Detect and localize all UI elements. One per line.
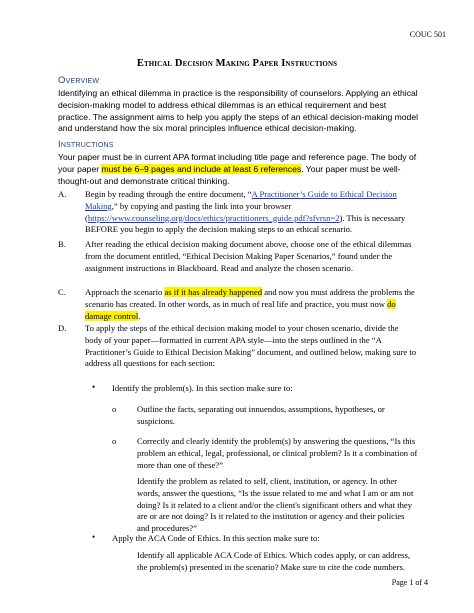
page-length-highlight: must be 6–9 pages and include at least 6 references [101, 163, 302, 174]
item-a-text [85, 189, 417, 236]
practitioners-guide-link[interactable]: A Practitioner’s Guide to Ethical Decision Making [85, 189, 397, 211]
item-c-text-start: Approach the scenario [85, 287, 165, 297]
item-d-text: To apply the steps of the ethical decision making model to your chosen scenario, divide the body of your paper—formatted in current APA style—into the steps outlined in the “A Practitioner’s Guide to Ethical Decision Making” document, and outlined below, making sure to address all questions for each section: [85, 323, 417, 369]
aca-code-lead: Apply the ACA Code of Ethics. In this section make sure to: [112, 533, 320, 543]
bullet-icon: • [92, 532, 96, 542]
document-title-text: Ethical Decision Making Paper Instructions [136, 58, 338, 69]
item-b-text: After reading the ethical decision making document above, choose one of the ethical dilemmas from the document entitled, “Ethical Decision Making Paper Scenarios,” found under the assignment instructions in Blackboard. Read and analyze the chosen scenario. [85, 239, 412, 273]
overview-text: Identifying an ethical dilemma in practice is the responsibility of counselors. Applying an ethical decision-making model to address ethical dilemmas is an ethical requirement and best practice. The assignment aims to help you apply the steps of an ethical decision-making model and understand how the six moral principles influence ethical decision-making. [58, 88, 419, 134]
course-code: COUC 501 [409, 30, 446, 39]
item-a-marker: A. [58, 189, 67, 199]
identify-sub-facts: Outline the facts, separating out innuendos, assumptions, hypotheses, or suspicions. [137, 404, 385, 426]
page-number: Page 1 of 4 [391, 578, 428, 587]
already-happened-highlight: as if it has already happened [164, 287, 263, 297]
item-c-marker: C. [58, 287, 66, 297]
aca-code-detail: Identify all applicable ACA Code of Ethics. Which codes apply, or can address, the problem(s) presented in the scenario? Make sure to cite the code numbers. [137, 550, 411, 572]
damage-control-highlight: do damage control [85, 298, 396, 321]
item-d-marker: D. [58, 323, 67, 333]
overview-heading: Overview [58, 75, 100, 86]
instructions-intro-start: Your paper must be in current APA format including title page and reference page. The body of your paper [58, 152, 417, 174]
item-c-text-mid: and now you must address the problems the scenario has created. In other words, as in much of real life and practice, you must now [85, 287, 415, 309]
instructions-intro-end: . Your paper must be well-thought-out and demonstrate critical thinking. [58, 163, 401, 186]
circle-bullet-icon: o [112, 404, 117, 414]
item-a-text-mid: ,” by copying and pasting the link into your browser ( [85, 200, 292, 223]
circle-bullet-icon: o [112, 436, 117, 446]
item-a-text-start: Begin by reading through the entire document, “ [85, 189, 252, 199]
item-c-text-end: . [138, 310, 141, 321]
document-title [0, 58, 474, 69]
identify-problem-lead: Identify the problem(s). In this section make sure to: [112, 383, 293, 393]
bullet-icon: • [92, 382, 96, 392]
instructions-intro [58, 152, 420, 187]
item-a-text-end: ). This is necessary BEFORE you begin to apply the decision making steps to an ethical scenario. [85, 212, 406, 235]
instructions-heading: Instructions [58, 139, 114, 150]
identify-sub-questions: Correctly and clearly identify the problem(s) by answering the questions, “Is this problem an ethical, legal, professional, or clinical problem? Is it a combination of more than one of these?” [137, 436, 418, 470]
item-c-text [85, 287, 417, 322]
identify-sub-self-client: Identify the problem as related to self, client, institution, or agency. In other words, answer the questions, “Is the issue related to me and what I am or am not doing? Is it related to a client and/or the client's significant others and what they are or are not doing? Is it related to the institution or agency and their policies and procedures?” [137, 476, 414, 534]
practitioners-guide-url-link[interactable]: https://www.counseling.org/docs/ethics/practitioners_guide.pdf?sfvrsn=2 [87, 212, 340, 223]
item-b-marker: B. [58, 239, 66, 249]
